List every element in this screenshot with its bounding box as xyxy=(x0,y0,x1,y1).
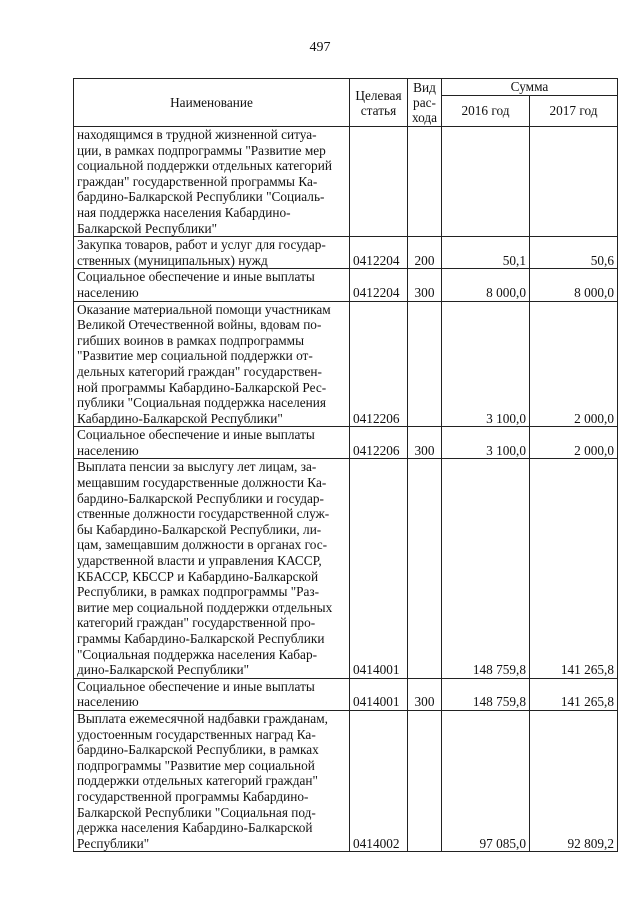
row-sum-2017: 2 000,0 xyxy=(530,301,618,427)
budget-table xyxy=(73,78,618,852)
header-year-2017: 2017 год xyxy=(530,96,618,127)
table-row xyxy=(74,459,618,678)
table-row xyxy=(74,269,618,301)
row-expense-kind xyxy=(408,459,442,678)
row-name: Оказание материальной помощи участникам Великой Отечественной войны, вдовам по- гибших воинов в рамках подпрограммы "Развитие мер социальной поддержки от- дельных категорий граждан" государствен- ной программы Кабардино-Балкарской Рес- публики "Социальная поддержка населения Кабардино-Балкарской Республики" xyxy=(74,301,350,427)
row-target-article: 0414001 xyxy=(350,459,408,678)
row-target-article: 0414002 xyxy=(350,710,408,851)
table-row xyxy=(74,127,618,237)
table-body xyxy=(74,127,618,852)
row-expense-kind xyxy=(408,710,442,851)
row-sum-2016: 8 000,0 xyxy=(442,269,530,301)
row-expense-kind xyxy=(408,301,442,427)
table-row xyxy=(74,301,618,427)
row-target-article: 0414001 xyxy=(350,678,408,710)
table-row xyxy=(74,237,618,269)
row-sum-2017: 50,6 xyxy=(530,237,618,269)
row-sum-2017: 141 265,8 xyxy=(530,678,618,710)
row-target-article: 0412204 xyxy=(350,237,408,269)
row-expense-kind: 200 xyxy=(408,237,442,269)
table-row xyxy=(74,678,618,710)
page-number: 497 xyxy=(309,40,331,55)
row-expense-kind: 300 xyxy=(408,678,442,710)
row-name: Социальное обеспечение и иные выплаты населению xyxy=(74,678,350,710)
row-name: находящимся в трудной жизненной ситуа- ции, в рамках подпрограммы "Развитие мер социальной поддержки отдельных категорий граждан" государственной программы Ка- бардино-Балкарской Республики "Социаль- ная поддержка населения Кабардино- Балкарской Республики" xyxy=(74,127,350,237)
row-sum-2016 xyxy=(442,127,530,237)
table-row xyxy=(74,427,618,459)
row-sum-2017: 92 809,2 xyxy=(530,710,618,851)
header-sum: Сумма xyxy=(442,79,618,96)
row-expense-kind: 300 xyxy=(408,427,442,459)
row-sum-2016: 148 759,8 xyxy=(442,459,530,678)
row-sum-2016: 50,1 xyxy=(442,237,530,269)
table-row xyxy=(74,710,618,851)
row-name: Социальное обеспечение и иные выплаты населению xyxy=(74,427,350,459)
row-sum-2016: 97 085,0 xyxy=(442,710,530,851)
header-year-2016: 2016 год xyxy=(442,96,530,127)
row-name: Социальное обеспечение и иные выплаты населению xyxy=(74,269,350,301)
row-name: Выплата ежемесячной надбавки гражданам, удостоенным государственных наград Ка- бардино-Балкарской Республики, в рамках подпрограммы "Развитие мер социальной поддержки отдельных категорий граждан" государственной программы Кабардино- Балкарской Республики "Социальная под- держка населения Кабардино-Балкарской Республики" xyxy=(74,710,350,851)
header-expense-kind: Вид рас- хода xyxy=(408,79,442,127)
table-header xyxy=(74,79,618,127)
row-name: Закупка товаров, работ и услуг для государ- ственных (муниципальных) нужд xyxy=(74,237,350,269)
row-name: Выплата пенсии за выслугу лет лицам, за- мещавшим государственные должности Ка- бардино-Балкарской Республики и государ- ственные должности государственной служ- бы Кабардино-Балкарской Республики, ли- цам, замещавшим должности в органах гос- ударственной власти и управления КАССР, КБАССР, КБССР и Кабардино-Балкарской Республики, в рамках подпрограммы "Раз- витие мер социальной поддержки отдельных категорий граждан" государственной про- граммы Кабардино-Балкарской Республики "Социальная поддержка населения Кабар- дино-Балкарской Республики" xyxy=(74,459,350,678)
row-sum-2017: 2 000,0 xyxy=(530,427,618,459)
row-target-article xyxy=(350,127,408,237)
row-sum-2017 xyxy=(530,127,618,237)
row-expense-kind: 300 xyxy=(408,269,442,301)
row-target-article: 0412204 xyxy=(350,269,408,301)
row-sum-2016: 3 100,0 xyxy=(442,301,530,427)
row-target-article: 0412206 xyxy=(350,301,408,427)
row-sum-2016: 3 100,0 xyxy=(442,427,530,459)
row-target-article: 0412206 xyxy=(350,427,408,459)
row-expense-kind xyxy=(408,127,442,237)
row-sum-2017: 8 000,0 xyxy=(530,269,618,301)
header-name: Наименование xyxy=(74,79,350,127)
row-sum-2017: 141 265,8 xyxy=(530,459,618,678)
header-target-article: Целевая статья xyxy=(350,79,408,127)
row-sum-2016: 148 759,8 xyxy=(442,678,530,710)
